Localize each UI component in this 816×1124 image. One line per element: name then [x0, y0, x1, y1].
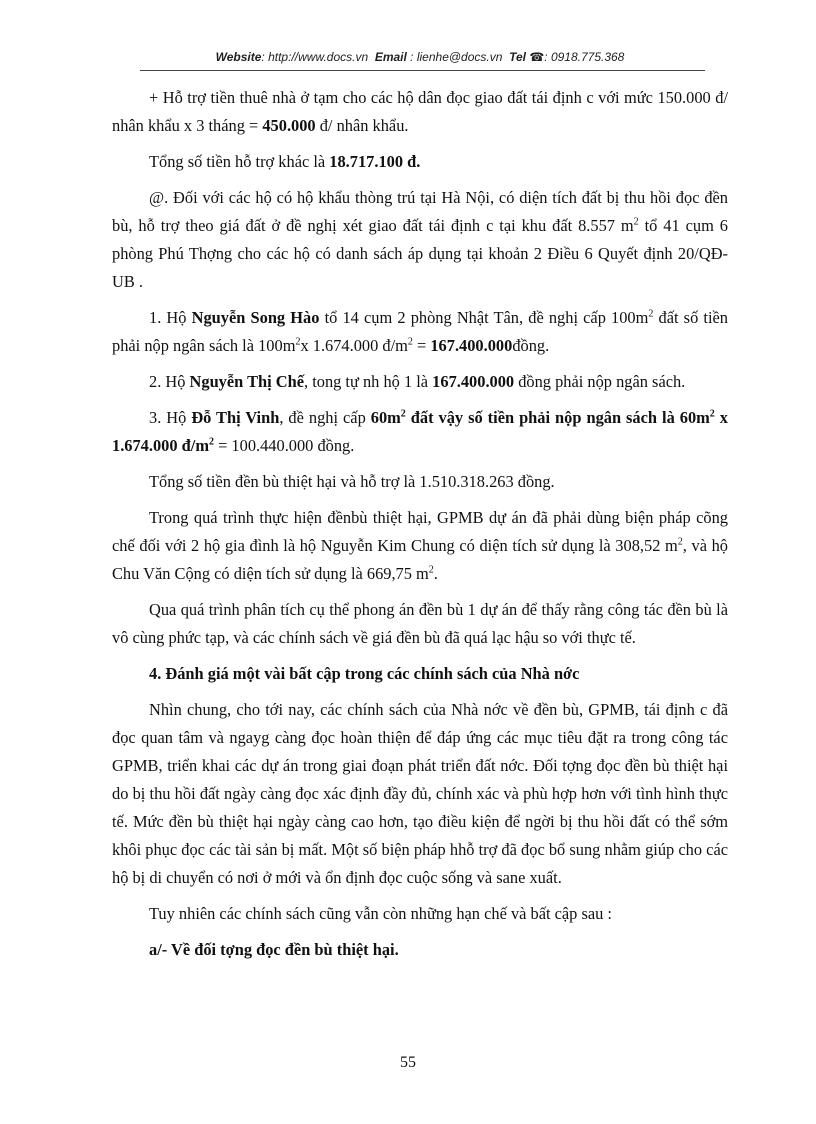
paragraph-household-1: 1. Hộ Nguyễn Song Hào tổ 14 cụm 2 phòng Nhật Tân, đề nghị cấp $100m^2$ đất số tiền phải nộp ngân sách là $100m^2x$ 1.674.000 $đ/m^2$ = 167.400.000đồng.: [112, 308, 728, 355]
phone-icon: ☎: [529, 50, 545, 64]
paragraph-hanoi-households: @. Đối với các hộ có hộ khẩu thòng trú tại Hà Nội, có diện tích đất bị thu hồi đọc đền bù, hỗ trợ theo giá đất ở đề nghị xét giao đất tái định c tại khu đất 8.557 $m^2$ tổ 41 cụm 6 phòng Phú Thợng cho các hộ có danh sách áp dụng tại khoản 2 Điều 6 Quyết định 20/QĐ-UB .: [112, 188, 728, 291]
paragraph-household-3: 3. Hộ Đỗ Thị Vinh, đề nghị cấp $60m^2$ đất vậy số tiền phải nộp ngân sách là $60m^2$ x 1.674.000 $đ/m^2 = 100.440.000$ đồng.: [112, 408, 728, 455]
paragraph-other-support-total: Tổng số tiền hỗ trợ khác là 18.717.100 đ.: [149, 152, 421, 171]
tel-value: : 0918.775.368: [544, 50, 625, 64]
tel-label: Tel: [509, 50, 526, 64]
header-divider: [140, 70, 705, 71]
subheading-a: a/- Về đối tợng đọc đền bù thiệt hại.: [149, 940, 399, 959]
paragraph-rent-support: + Hỗ trợ tiền thuê nhà ở tạm cho các hộ dân đọc giao đất tái định c với mức 150.000 đ/ nhân khẩu x 3 tháng = 450.000 đ/ nhân khẩu.: [112, 88, 728, 135]
page-footer-marks: [0, 1098, 816, 1124]
paragraph-limitations-intro: Tuy nhiên các chính sách cũng vẫn còn những hạn chế và bất cập sau :: [149, 904, 612, 923]
website-value[interactable]: : http://www.docs.vn: [261, 50, 369, 64]
paragraph-total-compensation: Tổng số tiền đền bù thiệt hại và hỗ trợ là 1.510.318.263 đồng.: [149, 472, 555, 491]
website-label: Website: [215, 50, 262, 64]
email-value[interactable]: : lienhe@docs.vn: [410, 50, 503, 64]
paragraph-analysis: Qua quá trình phân tích cụ thể phong án đền bù 1 dự án để thấy rằng công tác đền bù là vô cùng phức tạp, và các chính sách về giá đền bù đã quá lạc hậu so với thực tế.: [112, 600, 728, 647]
email-label: Email: [374, 50, 407, 64]
paragraph-enforcement: Trong quá trình thực hiện đềnbù thiệt hại, GPMB dự án đã phải dùng biện pháp cõng chế đối với 2 hộ gia đình là hộ Nguyễn Kim Chung có diện tích sử dụng là 308,52 $m^2$, và hộ Chu Văn Cộng có diện tích sử dụng là 669,75 $m^2$.: [112, 508, 728, 583]
paragraph-household-2: 2. Hộ Nguyễn Thị Chế, tong tự nh hộ 1 là 167.400.000 đồng phải nộp ngân sách.: [149, 372, 686, 391]
page-header: [140, 50, 700, 64]
section-heading-4: 4. Đánh giá một vài bất cập trong các chính sách của Nhà nớc: [149, 664, 580, 683]
paragraph-policy-overview: Nhìn chung, cho tới nay, các chính sách của Nhà nớc về đền bù, GPMB, tái định c đã đọc quan tâm và ngayg càng đọc hoàn thiện để đáp ứng các mục tiêu đặt ra trong công tác GPMB, triển khai các dự án trong giai đoạn phát triển đất nớc. Đối tợng đọc đền bù thiệt hại do bị thu hồi đất ngày càng đọc xác định đầy đủ, chính xác và phù hợp hơn với tình hình thực tế. Mức đền bù thiệt hại ngày càng cao hơn, tạo điều kiện để ngời bị thu hồi đất có thể sớm khôi phục đọc các tài sản bị mất. Một số biện pháp hhỗ trợ đã đọc bổ sung nhằm giúp cho các hộ bị di chuyển có nơi ở mới và ổn định đọc cuộc sống và sane xuất.: [112, 700, 728, 887]
page-number: 55: [400, 1054, 416, 1071]
document-body: [112, 84, 728, 972]
